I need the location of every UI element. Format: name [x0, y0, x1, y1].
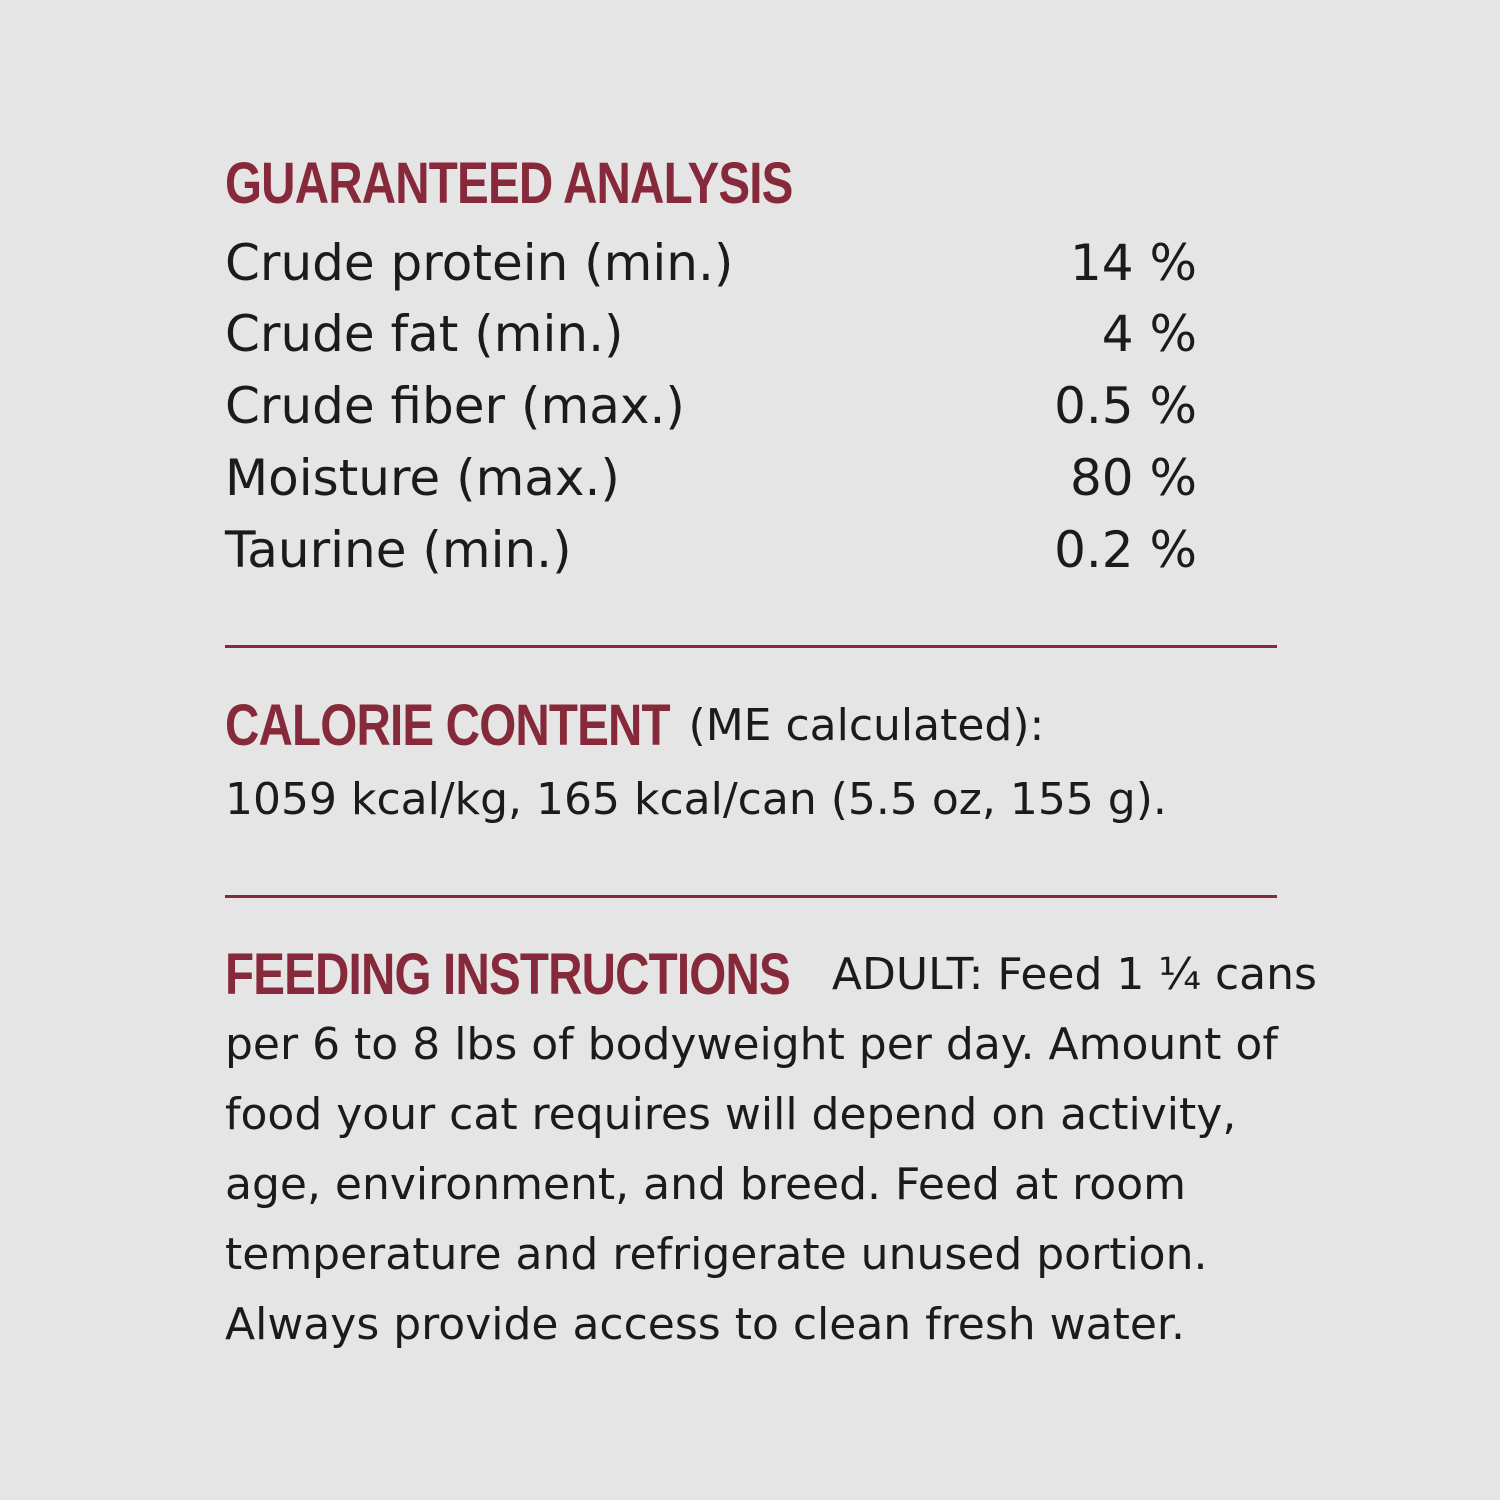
feeding-instructions-text: food your cat requires will depend on activity,	[225, 1089, 1237, 1140]
calorie-content-subtitle: (ME calculated):	[688, 700, 1045, 751]
feeding-instructions-title: FEEDING INSTRUCTIONS	[225, 942, 790, 1007]
nutrition-panel	[225, 0, 1317, 1500]
calorie-content-header	[225, 688, 1044, 764]
analysis-value: 4 %	[1101, 305, 1197, 363]
analysis-value: 14 %	[1069, 234, 1197, 292]
analysis-label: Crude fat (min.)	[225, 305, 624, 363]
analysis-label: Moisture (max.)	[225, 449, 620, 507]
feeding-instructions-text: age, environment, and breed. Feed at room	[225, 1159, 1186, 1210]
analysis-row	[225, 442, 1197, 514]
analysis-label: Crude fiber (max.)	[225, 377, 685, 435]
feeding-instructions-text: per 6 to 8 lbs of bodyweight per day. Amount of	[225, 1019, 1278, 1070]
analysis-row	[225, 370, 1197, 442]
guaranteed-analysis-title: GUARANTEED ANALYSIS	[225, 151, 793, 216]
feeding-instructions-text: temperature and refrigerate unused portion.	[225, 1229, 1208, 1280]
analysis-row	[225, 514, 1197, 586]
section-divider	[225, 645, 1277, 648]
analysis-label: Crude protein (min.)	[225, 234, 734, 292]
analysis-value: 80 %	[1069, 449, 1197, 507]
feeding-instructions-text: Always provide access to clean fresh water.	[225, 1299, 1185, 1350]
calorie-content-title: CALORIE CONTENT	[225, 693, 670, 758]
feeding-instructions	[225, 940, 1317, 1360]
analysis-value: 0.2 %	[1054, 521, 1197, 579]
analysis-row	[225, 298, 1197, 370]
section-divider	[225, 895, 1277, 898]
analysis-value: 0.5 %	[1054, 377, 1197, 435]
feeding-instructions-line	[225, 940, 1317, 1010]
analysis-label: Taurine (min.)	[225, 521, 572, 579]
calorie-content-text: 1059 kcal/kg, 165 kcal/can (5.5 oz, 155 g).	[225, 774, 1167, 825]
feeding-instructions-text: ADULT: Feed 1 ¼ cans	[831, 949, 1317, 1000]
analysis-row	[225, 227, 1197, 299]
